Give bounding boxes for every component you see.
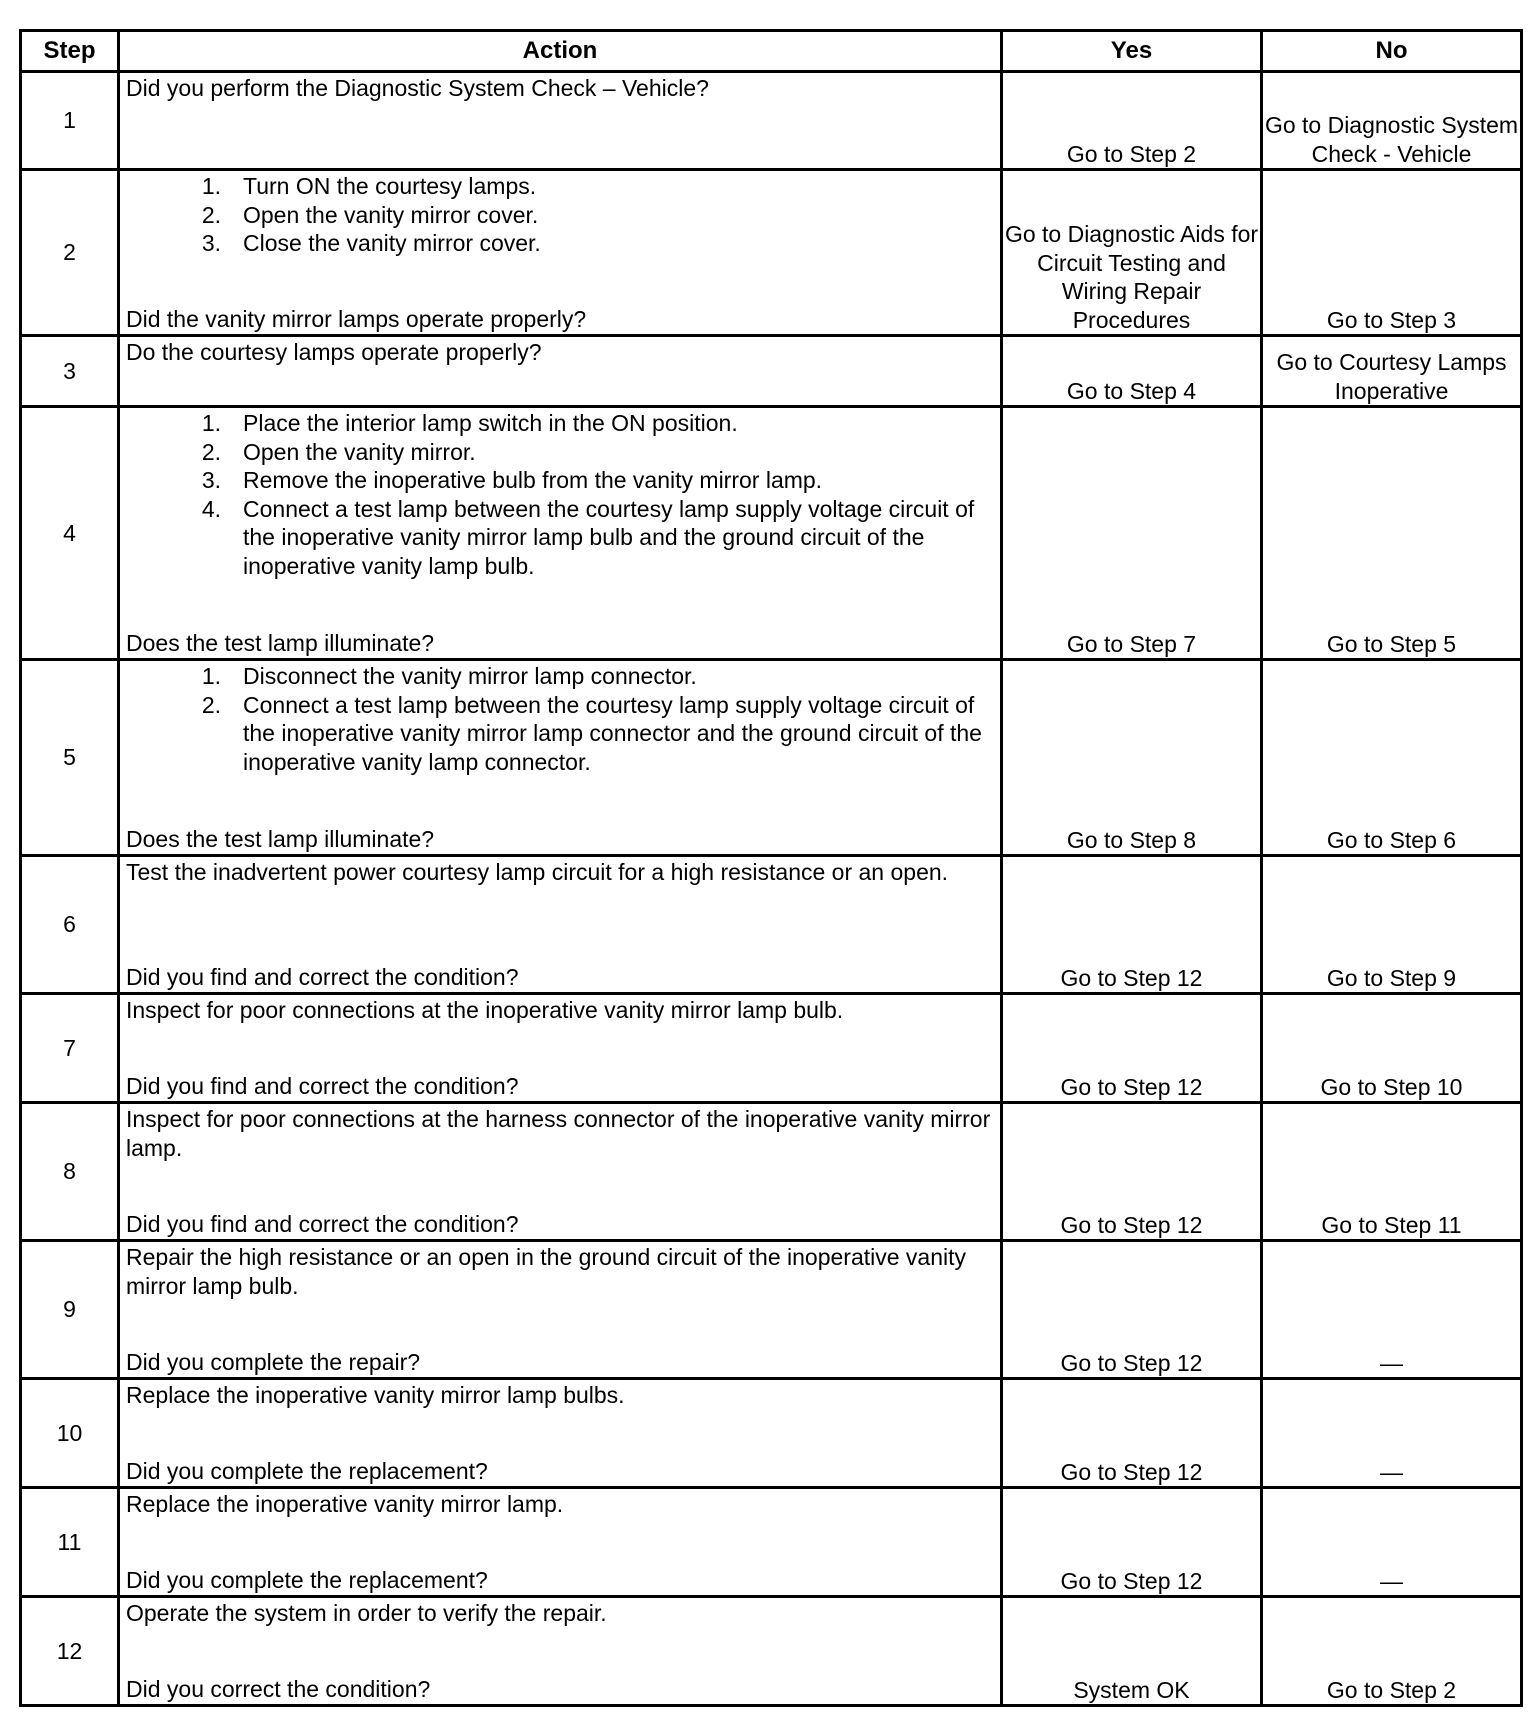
table-row-step-1 [21,72,1522,170]
action-text: Test the inadvertent power courtesy lamp circuit for a high resistance or an open. [126,859,949,885]
action-question: Did you complete the repair? [126,1348,421,1375]
action-question: Does the test lamp illuminate? [126,825,435,852]
step-number: 6 [21,856,119,994]
no-cell: Go to Courtesy Lamps Inoperative [1262,336,1522,407]
header-row [21,31,1522,72]
action-question: Did the vanity mirror lamps operate properly? [126,305,587,332]
action-question: Did you correct the condition? [126,1675,431,1702]
yes-cell: Go to Step 8 [1002,660,1262,856]
action-text: Do the courtesy lamps operate properly? [126,339,542,365]
step-number: 9 [21,1241,119,1379]
table-row-step-5 [21,660,1522,856]
substep-list [126,172,996,258]
yes-cell: Go to Step 12 [1002,1241,1262,1379]
table-row-step-11 [21,1488,1522,1597]
no-cell: — [1262,1488,1522,1597]
substep-list [126,662,996,776]
no-cell: Go to Step 3 [1262,170,1522,336]
action-cell [119,856,1002,994]
no-cell: Go to Step 6 [1262,660,1522,856]
no-cell: Go to Diagnostic System Check - Vehicle [1262,72,1522,170]
no-cell: Go to Step 9 [1262,856,1522,994]
no-cell: Go to Step 5 [1262,407,1522,660]
step-number: 2 [21,170,119,336]
table-row-step-9 [21,1241,1522,1379]
action-text: Replace the inoperative vanity mirror lamp. [126,1491,564,1517]
table-row-step-6 [21,856,1522,994]
action-question: Did you find and correct the condition? [126,1072,519,1099]
action-cell [119,1103,1002,1241]
action-cell [119,1241,1002,1379]
action-cell [119,336,1002,407]
table-row-step-4 [21,407,1522,660]
substep: 1. Turn ON the courtesy lamps. [201,173,537,199]
no-cell: — [1262,1241,1522,1379]
no-cell: Go to Step 10 [1262,994,1522,1103]
step-number: 12 [21,1597,119,1706]
step-number: 7 [21,994,119,1103]
table-row-step-10 [21,1379,1522,1488]
action-question: Does the test lamp illuminate? [126,629,435,656]
action-cell [119,994,1002,1103]
substep: 4. Connect a test lamp between the courtesy lamp supply voltage circuit of the inoperative vanity mirror lamp bulb and the ground circuit of the inoperative vanity lamp bulb. [201,495,975,579]
header-step: Step [21,31,119,72]
action-text: Operate the system in order to verify the repair. [126,1600,607,1626]
step-number: 8 [21,1103,119,1241]
action-cell [119,660,1002,856]
substep: 1. Disconnect the vanity mirror lamp connector. [201,663,697,689]
yes-cell: Go to Step 12 [1002,994,1262,1103]
table-row-step-12 [21,1597,1522,1706]
step-number: 4 [21,407,119,660]
action-cell [119,72,1002,170]
action-cell [119,1488,1002,1597]
action-text: Did you perform the Diagnostic System Check – Vehicle? [126,75,709,101]
yes-cell: Go to Step 2 [1002,72,1262,170]
action-text: Inspect for poor connections at the inoperative vanity mirror lamp bulb. [126,997,844,1023]
action-question: Did you find and correct the condition? [126,963,519,990]
substep: 2. Connect a test lamp between the courtesy lamp supply voltage circuit of the inoperative vanity mirror lamp connector and the ground circuit of the inoperative vanity lamp connector. [201,691,982,775]
table-row-step-2 [21,170,1522,336]
table-row-step-3 [21,336,1522,407]
diagnostic-table [19,29,1523,1707]
yes-cell: Go to Step 7 [1002,407,1262,660]
step-number: 1 [21,72,119,170]
action-cell [119,170,1002,336]
substep: 1. Place the interior lamp switch in the ON position. [201,410,738,436]
step-number: 5 [21,660,119,856]
action-question: Did you find and correct the condition? [126,1210,519,1237]
yes-cell: Go to Step 12 [1002,1488,1262,1597]
action-text: Replace the inoperative vanity mirror lamp bulbs. [126,1382,625,1408]
action-cell [119,407,1002,660]
action-cell [119,1379,1002,1488]
no-cell: Go to Step 11 [1262,1103,1522,1241]
action-question: Did you complete the replacement? [126,1566,488,1593]
substep: 3. Close the vanity mirror cover. [201,230,541,256]
substep-list [126,409,996,580]
table-row-step-7 [21,994,1522,1103]
yes-cell: Go to Step 12 [1002,1379,1262,1488]
step-number: 11 [21,1488,119,1597]
yes-cell: System OK [1002,1597,1262,1706]
yes-cell: Go to Diagnostic Aids for Circuit Testing and Wiring Repair Procedures [1002,170,1262,336]
header-action: Action [119,31,1002,72]
header-no: No [1262,31,1522,72]
step-number: 3 [21,336,119,407]
substep: 2. Open the vanity mirror. [201,438,476,465]
table-row-step-8 [21,1103,1522,1241]
no-cell: — [1262,1379,1522,1488]
yes-cell: Go to Step 4 [1002,336,1262,407]
action-cell [119,1597,1002,1706]
action-text: Inspect for poor connections at the harness connector of the inoperative vanity mirror lamp. [126,1106,991,1161]
step-number: 10 [21,1379,119,1488]
substep: 2. Open the vanity mirror cover. [201,201,539,228]
no-cell: Go to Step 2 [1262,1597,1522,1706]
action-question: Did you complete the replacement? [126,1457,488,1484]
yes-cell: Go to Step 12 [1002,1103,1262,1241]
header-yes: Yes [1002,31,1262,72]
action-text: Repair the high resistance or an open in the ground circuit of the inoperative vanity mirror lamp bulb. [126,1244,967,1299]
substep: 3. Remove the inoperative bulb from the vanity mirror lamp. [201,467,823,493]
yes-cell: Go to Step 12 [1002,856,1262,994]
